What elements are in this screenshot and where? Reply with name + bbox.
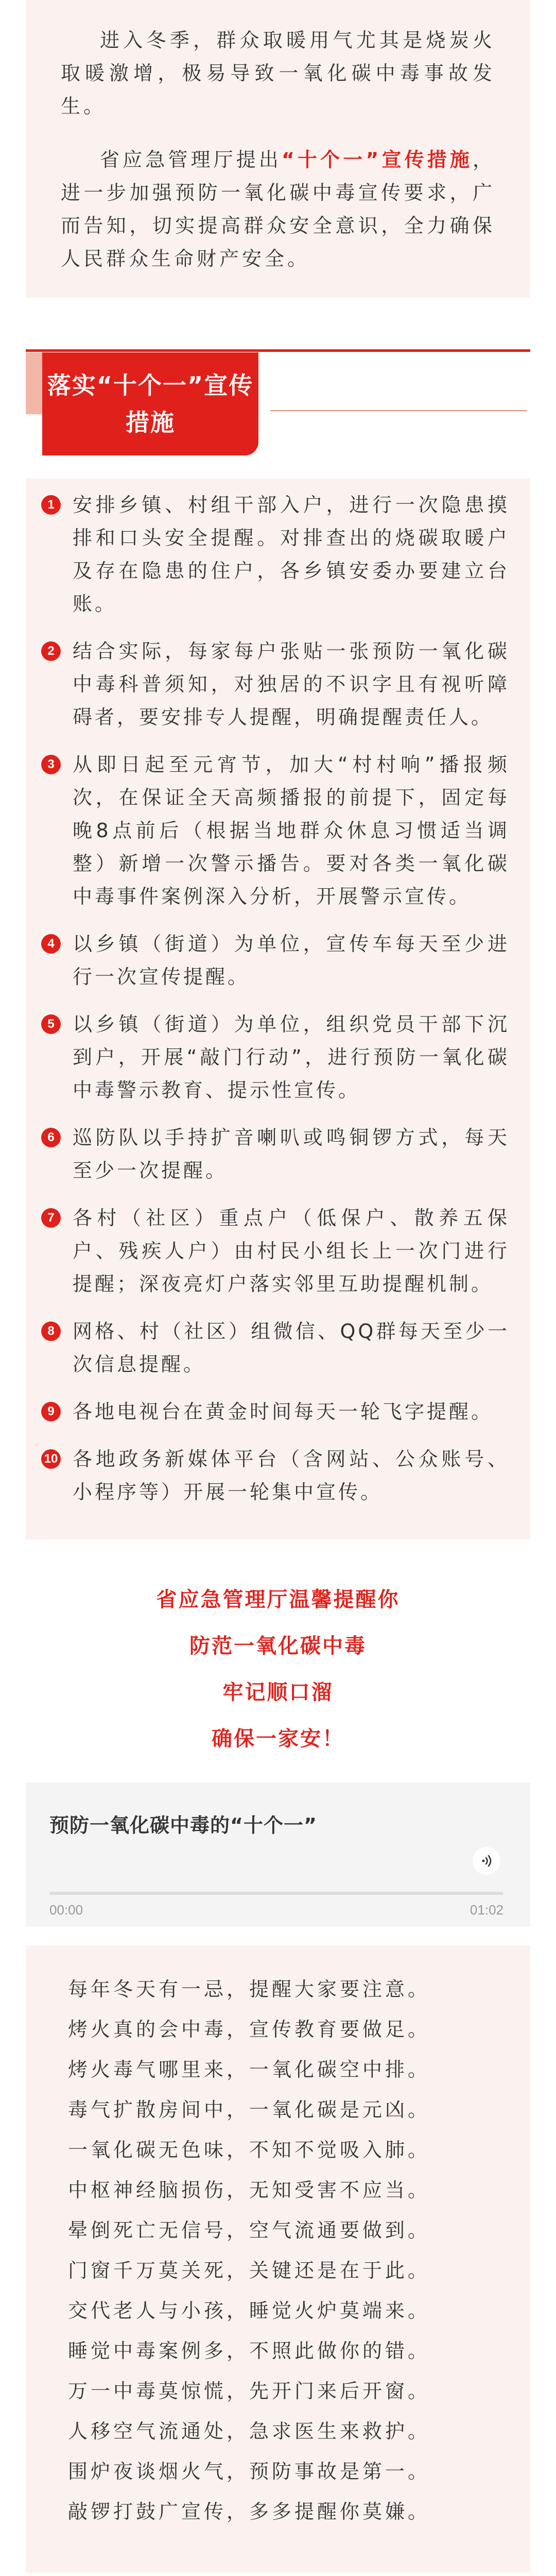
audio-player[interactable] (26, 1783, 530, 1927)
measures-list (26, 478, 530, 1539)
rhyme-line: 门窗千万莫关死，关键还是在于此。 (68, 2259, 431, 2282)
measure-text: 以乡镇（街道）为单位，组织党员干部下沉到户，开展“敲门行动”，进行预防一氧化碳中毒警示教育、提示性宣传。 (73, 1013, 510, 1101)
rhyme-line: 烤火毒气哪里来，一氧化碳空中排。 (68, 2058, 431, 2081)
measure-number-badge: 4 (41, 934, 61, 954)
measure-item (41, 1121, 510, 1187)
intro-paragraph: 进入冬季，群众取暖用气尤其是烧炭火取暖激增，极易导致一氧化碳中毒事故发生。 (61, 29, 495, 117)
banner-rule (26, 349, 530, 352)
measure-item (41, 1201, 510, 1300)
measure-number-badge: 5 (41, 1014, 61, 1034)
intro-text: 省应急管理厅提出 (100, 148, 282, 171)
measure-text: 网格、村（社区）组微信、QQ群每天至少一次信息提醒。 (73, 1320, 510, 1376)
measure-number-badge: 9 (41, 1402, 61, 1421)
measure-item (41, 1395, 510, 1428)
rhyme-line: 每年冬天有一忌，提醒大家要注意。 (68, 1978, 431, 2001)
measure-text: 结合实际，每家每户张贴一张预防一氧化碳中毒科普须知，对独居的不识字且有视听障碍者，要安排专人提醒，明确提醒责任人。 (73, 640, 510, 728)
banner-title-box (42, 352, 258, 455)
measure-number-badge: 6 (41, 1128, 61, 1147)
speaker-icon[interactable] (473, 1847, 500, 1875)
measure-text: 各地政务新媒体平台（含网站、公众账号、小程序等）开展一轮集中宣传。 (73, 1448, 510, 1503)
measure-text: 以乡镇（街道）为单位，宣传车每天至少进行一次宣传提醒。 (73, 933, 510, 988)
measure-number-badge: 3 (41, 755, 61, 774)
measure-item (41, 748, 510, 913)
rhyme-line: 睡觉中毒案例多，不照此做你的错。 (68, 2340, 431, 2362)
measure-text: 安排乡镇、村组干部入户，进行一次隐患摸排和口头安全提醒。对排查出的烧碳取暖户及存在隐患的住户，各乡镇安委办要建立台账。 (73, 494, 510, 615)
measure-item (41, 1443, 510, 1509)
rhyme-section (26, 1945, 530, 2573)
rhyme-line: 万一中毒莫惊慌，先开门来后开窗。 (68, 2380, 431, 2402)
measure-item (41, 635, 510, 734)
banner-accent (26, 352, 42, 414)
intro-text: ，进一步加强预防一氧化碳中毒宣传要求，广而告知，切实提高群众安全意识，全力确保人民群众生命财产安全。 (61, 148, 495, 270)
measure-text: 各地电视台在黄金时间每天一轮飞字提醒。 (73, 1400, 494, 1423)
rhyme-line: 晕倒死亡无信号，空气流通要做到。 (68, 2219, 431, 2242)
slogan-line: 牢记顺口溜 (222, 1681, 334, 1704)
intro-paragraph-measures (61, 143, 495, 275)
banner-title: 落实“十个一”宣传措施 (47, 371, 254, 436)
measure-item (41, 1315, 510, 1381)
sound-wave-icon (479, 1853, 494, 1869)
rhyme-line: 敲锣打鼓广宣传，多多提醒你莫嫌。 (68, 2500, 431, 2523)
highlight-text: “十个一”宣传措施 (281, 148, 473, 171)
slogan-line: 省应急管理厅温馨提醒你 (156, 1588, 400, 1612)
slogan-line: 确保一家安！ (212, 1727, 344, 1751)
measure-text: 从即日起至元宵节，加大“村村响”播报频次，在保证全天高频播报的前提下，固定每晚8点前后（根据当地群众休息习惯适当调整）新增一次警示播告。要对各类一氧化碳中毒事件案例深入分析，开展警示宣传。 (73, 753, 510, 908)
measure-item (41, 927, 510, 993)
rhyme-line: 围炉夜谈烟火气，预防事故是第一。 (68, 2460, 431, 2483)
measure-number-badge: 1 (41, 495, 61, 515)
measure-item (41, 1008, 510, 1107)
banner-divider (270, 410, 527, 411)
rhyme-line: 一氧化碳无色味，不知不觉吸入肺。 (68, 2139, 431, 2161)
rhyme-line: 毒气扩散房间中，一氧化碳是元凶。 (68, 2098, 431, 2121)
rhyme-line: 人移空气流通处，急求医生来救护。 (68, 2420, 431, 2443)
measure-number-badge: 2 (41, 641, 61, 661)
measure-item (41, 488, 510, 620)
measure-text: 巡防队以手持扩音喇叭或鸣铜锣方式，每天至少一次提醒。 (73, 1126, 510, 1182)
slogan-block (0, 1577, 556, 1762)
audio-progress-bar[interactable] (49, 1892, 503, 1895)
audio-current-time: 00:00 (49, 1902, 83, 1918)
audio-title: 预防一氧化碳中毒的“十个一” (49, 1814, 317, 1837)
rhyme-line: 中枢神经脑损伤，无知受害不应当。 (68, 2179, 431, 2201)
measure-number-badge: 10 (41, 1449, 61, 1469)
measure-number-badge: 8 (41, 1321, 61, 1341)
measure-number-badge: 7 (41, 1208, 61, 1228)
rhyme-line: 交代老人与小孩，睡觉火炉莫端来。 (68, 2299, 431, 2322)
rhyme-line: 烤火真的会中毒，宣传教育要做足。 (68, 2018, 431, 2041)
audio-duration: 01:02 (470, 1902, 503, 1918)
section-banner (0, 349, 556, 478)
intro-section (26, 0, 530, 298)
slogan-line: 防范一氧化碳中毒 (189, 1634, 367, 1658)
measure-text: 各村（社区）重点户（低保户、散养五保户、残疾人户）由村民小组长上一次门进行提醒；深夜亮灯户落实邻里互助提醒机制。 (73, 1207, 510, 1295)
